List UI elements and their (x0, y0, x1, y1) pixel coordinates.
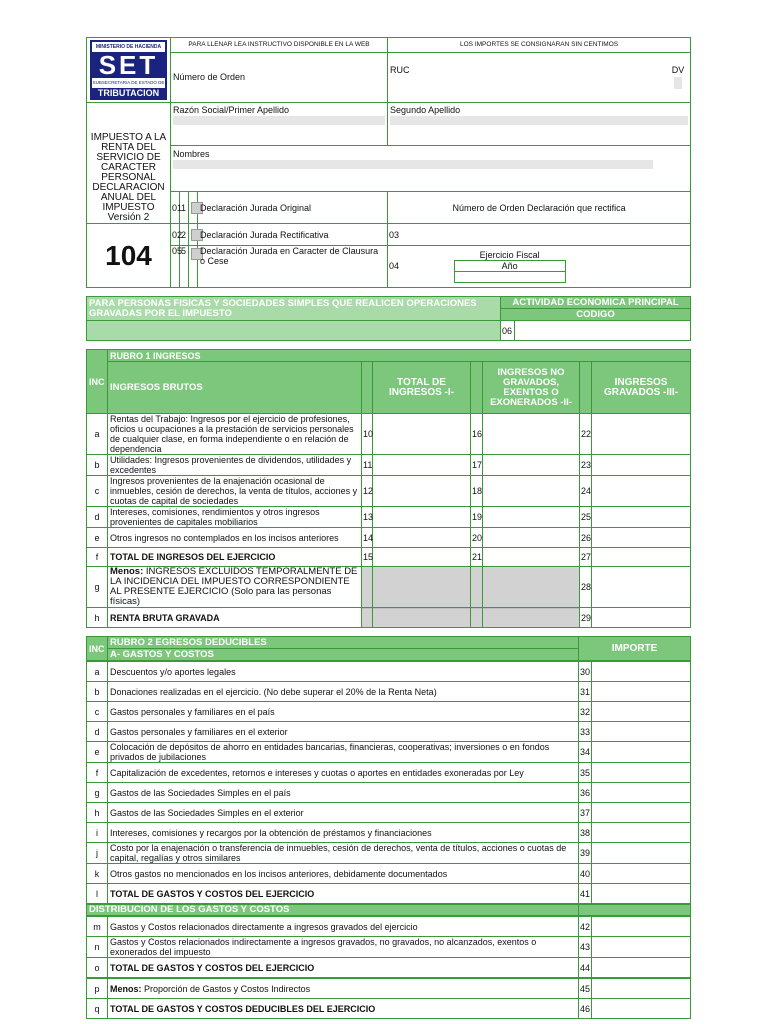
logo-set: SET (92, 52, 165, 78)
disabled-cell (471, 567, 483, 608)
table-row (87, 999, 691, 1019)
rubro1-table (86, 349, 691, 628)
dv-input[interactable] (674, 77, 682, 89)
row-label: Descuentos y/o aportes legales (108, 662, 579, 682)
amount-input[interactable] (592, 455, 691, 476)
row-label: Intereses, comisiones, rendimientos y otros ingresos provenientes de capitales mobiliarios (108, 507, 362, 528)
table-row (87, 507, 691, 528)
menos-label: Menos: (110, 983, 142, 994)
amount-input[interactable] (592, 803, 691, 823)
inc-letter: d (87, 507, 108, 528)
amount-input[interactable] (592, 783, 691, 803)
decl-code: 1 (180, 192, 189, 224)
table-row (87, 763, 691, 783)
form-header (86, 37, 691, 288)
amount-input[interactable] (592, 414, 691, 455)
rubro2-rows2 (86, 916, 691, 978)
box-code: 42 (579, 917, 592, 937)
field-04[interactable] (388, 246, 691, 288)
inc-letter: n (87, 937, 108, 958)
field-04-code: 04 (389, 260, 400, 271)
field-03-code: 03 (389, 229, 400, 240)
segundo-apellido-label: Segundo Apellido (390, 105, 461, 115)
segundo-apellido-field[interactable] (388, 103, 691, 146)
table-row (87, 979, 691, 999)
row-label: Rentas del Trabajo: Ingresos por el ejercicio de profesiones, oficios u ocupaciones a la prestación de servicios personales de cualquier clase, en forma independiente o en relación de dependencia (108, 414, 362, 455)
row-label: TOTAL DE INGRESOS DEL EJERCICIO (108, 548, 362, 567)
amount-input[interactable] (373, 548, 471, 567)
inc-letter: a (87, 414, 108, 455)
amount-input[interactable] (373, 476, 471, 507)
amount-input[interactable] (592, 864, 691, 884)
inc-letter: m (87, 917, 108, 937)
amount-input[interactable] (592, 917, 691, 937)
razon-social-field[interactable] (171, 103, 388, 146)
inc-letter: p (87, 979, 108, 999)
box-code: 13 (362, 507, 373, 528)
box-code: 28 (580, 567, 592, 608)
inc-letter: k (87, 864, 108, 884)
spacer (471, 362, 483, 414)
table-row (87, 742, 691, 763)
table-row (87, 476, 691, 507)
box-code: 33 (579, 722, 592, 742)
row-label: Gastos de las Sociedades Simples en el exterior (108, 803, 579, 823)
table-row (87, 803, 691, 823)
box-code: 45 (579, 979, 592, 999)
amount-input[interactable] (483, 414, 580, 455)
amount-input[interactable] (483, 455, 580, 476)
decl-original-checkbox[interactable] (189, 192, 198, 224)
table-row (87, 884, 691, 904)
box-code: 17 (471, 455, 483, 476)
inc-letter: h (87, 608, 108, 628)
decl-code: 01 (171, 192, 180, 224)
table-row (87, 528, 691, 548)
inc-letter: f (87, 763, 108, 783)
row-label: Gastos personales y familiares en el país (108, 702, 579, 722)
amount-input[interactable] (592, 528, 691, 548)
box-code: 11 (362, 455, 373, 476)
logo-ministry: MINISTERIO DE HACIENDA (95, 44, 162, 50)
amount-input[interactable] (592, 722, 691, 742)
row-label: Otros ingresos no contemplados en los incisos anteriores (108, 528, 362, 548)
amount-input[interactable] (592, 608, 691, 628)
box-code: 34 (579, 742, 592, 763)
distribucion-title: DISTRIBUCION DE LOS GASTOS Y COSTOS (87, 905, 579, 916)
table-row (87, 414, 691, 455)
table-row (87, 548, 691, 567)
amount-input[interactable] (592, 823, 691, 843)
disabled-cell (373, 608, 471, 628)
box-code: 32 (579, 702, 592, 722)
form-title: IMPUESTO A LA RENTA DEL SERVICIO DE CARACTER PERSONAL DECLARACION ANUAL DEL IMPUESTO (90, 132, 167, 213)
amount-input[interactable] (373, 507, 471, 528)
logo-sub: SUBSECRETARIA DE ESTADO DE (92, 80, 165, 85)
table-row (87, 843, 691, 864)
row-label: Utilidades: Ingresos provenientes de dividendos, utilidades y excedentes (108, 455, 362, 476)
inc-letter: g (87, 567, 108, 608)
inc-letter: i (87, 823, 108, 843)
rubro1-title: RUBRO 1 INGRESOS (108, 350, 691, 362)
box-code: 35 (579, 763, 592, 783)
amount-input[interactable] (592, 763, 691, 783)
importe-label: IMPORTE (579, 637, 691, 661)
form-number: 104 (87, 224, 171, 288)
box-code: 25 (580, 507, 592, 528)
box-code: 29 (580, 608, 592, 628)
box-code: 18 (471, 476, 483, 507)
form-title-cell (87, 103, 171, 224)
inc-letter: j (87, 843, 108, 864)
disabled-cell (471, 608, 483, 628)
amount-input[interactable] (592, 476, 691, 507)
inc-letter: f (87, 548, 108, 567)
nombres-label: Nombres (173, 149, 210, 160)
inc-letter: e (87, 528, 108, 548)
box-code: 36 (579, 783, 592, 803)
actividad-label: ACTIVIDAD ECONOMICA PRINCIPAL (501, 297, 691, 309)
inc-letter: b (87, 455, 108, 476)
row-g-label: INGRESOS EXCLUIDOS TEMPORALMENTE DE LA INCIDENCIA DEL IMPUESTO CORRESPONDIENTE AL PRESENTE EJERCICIO (110, 566, 358, 597)
disabled-cell (483, 567, 580, 608)
box-code: 31 (579, 682, 592, 702)
box-code: 26 (580, 528, 592, 548)
table-row (87, 567, 691, 608)
disabled-cell (362, 608, 373, 628)
inc-letter: a (87, 662, 108, 682)
row-label: Gastos de las Sociedades Simples en el país (108, 783, 579, 803)
box-code: 37 (579, 803, 592, 823)
inc-letter: e (87, 742, 108, 763)
inc-label: INC (87, 350, 108, 414)
segundo-apellido-input[interactable] (390, 116, 688, 125)
table-row (87, 608, 691, 628)
row-label: TOTAL DE GASTOS Y COSTOS DEL EJERCICIO (108, 884, 579, 904)
razon-social-input[interactable] (173, 116, 385, 125)
codigo-input[interactable] (515, 321, 691, 341)
amount-input[interactable] (592, 843, 691, 864)
row-label: Gastos personales y familiares en el exterior (108, 722, 579, 742)
inc-letter: l (87, 884, 108, 904)
table-row (87, 682, 691, 702)
disabled-cell (373, 567, 471, 608)
box-code: 21 (471, 548, 483, 567)
decl-original-label: Declaración Jurada Original (198, 192, 388, 224)
box-code: 46 (579, 999, 592, 1019)
amount-input[interactable] (483, 507, 580, 528)
decl-rectificativa-checkbox[interactable] (189, 224, 198, 246)
amount-input[interactable] (592, 979, 691, 999)
amount-input[interactable] (373, 528, 471, 548)
box-code: 24 (580, 476, 592, 507)
box-code: 15 (362, 548, 373, 567)
dv-label: DV (671, 65, 685, 76)
box-code: 20 (471, 528, 483, 548)
anio-label: Año (454, 260, 566, 272)
box-code: 16 (471, 414, 483, 455)
row-label (108, 567, 362, 608)
amount-input[interactable] (592, 682, 691, 702)
inc-letter: d (87, 722, 108, 742)
box-code: 30 (579, 662, 592, 682)
inc-letter: c (87, 702, 108, 722)
instructivo-note: PARA LLENAR LEA INSTRUCTIVO DISPONIBLE EN LA WEB (171, 38, 388, 53)
inc-letter: g (87, 783, 108, 803)
table-row (87, 662, 691, 682)
amount-input[interactable] (592, 999, 691, 1019)
table-row (87, 864, 691, 884)
box-code: 39 (579, 843, 592, 864)
box-code: 10 (362, 414, 373, 455)
table-row (87, 823, 691, 843)
row-p-label: Proporción de Gastos y Costos Indirectos (144, 983, 311, 994)
box-code: 19 (471, 507, 483, 528)
row-label: Colocación de depósitos de ahorro en entidades bancarias, financieras, cooperativas; inversiones o en fondos privados de jubilaciones (108, 742, 579, 763)
table-row (87, 958, 691, 978)
box-code: 23 (580, 455, 592, 476)
row-label: TOTAL DE GASTOS Y COSTOS DEDUCIBLES DEL EJERCICIO (108, 999, 579, 1019)
amount-input[interactable] (373, 455, 471, 476)
personas-text: PARA PERSONAS FISICAS Y SOCIEDADES SIMPLES QUE REALICEN OPERACIONES GRAVADAS POR EL IMPUESTO (87, 297, 501, 321)
rubro2-final (86, 978, 691, 1019)
nombres-field[interactable] (171, 146, 691, 192)
amount-input[interactable] (592, 548, 691, 567)
amount-input[interactable] (592, 567, 691, 608)
inc-letter: h (87, 803, 108, 823)
table-row (87, 917, 691, 937)
inc-letter: c (87, 476, 108, 507)
decl-code: 05 (171, 246, 180, 288)
row-label: Gastos y Costos relacionados indirectamente a ingresos gravados, no gravados, no alcanzados, exentos o exonerados del impuesto (108, 937, 579, 958)
row-label: Otros gastos no mencionados en los incisos anteriores, debidamente documentados (108, 864, 579, 884)
importes-note: LOS IMPORTES SE CONSIGNARAN SIN CENTIMOS (388, 38, 691, 53)
col-gravados: INGRESOS GRAVADOS -III- (592, 362, 691, 414)
inc-letter: q (87, 999, 108, 1019)
codigo-label: CODIGO (501, 309, 691, 321)
box-code: 44 (579, 958, 592, 978)
razon-social-label: Razón Social/Primer Apellido (173, 105, 290, 115)
tax-form (86, 37, 690, 1019)
col-no-gravados: INGRESOS NO GRAVADOS, EXENTOS O EXONERADOS -II- (483, 362, 580, 414)
amount-input[interactable] (592, 702, 691, 722)
rubro2-title: RUBRO 2 EGRESOS DEDUCIBLES (108, 637, 579, 649)
row-label: RENTA BRUTA GRAVADA (108, 608, 362, 628)
menos-label: Menos: (110, 566, 144, 577)
decl-rectificativa-label: Declaración Jurada Rectificativa (198, 224, 388, 246)
rubro2-table (86, 636, 691, 661)
row-label: Gastos y Costos relacionados directamente a ingresos gravados del ejercicio (108, 917, 579, 937)
box-code: 40 (579, 864, 592, 884)
box-code: 12 (362, 476, 373, 507)
rubro2-distribucion (86, 904, 691, 916)
row-label: Capitalización de excedentes, retornos e intereses y cuotas o aportes en entidades exoneradas por Ley (108, 763, 579, 783)
row-g-note: (Solo para las personas físicas) (110, 586, 332, 607)
amount-input[interactable] (592, 662, 691, 682)
ingresos-brutos-label: INGRESOS BRUTOS (108, 362, 362, 414)
decl-code: 2 (180, 224, 189, 246)
disabled-cell (483, 608, 580, 628)
box-code: 38 (579, 823, 592, 843)
inc-label: INC (87, 637, 108, 661)
anio-input[interactable] (454, 272, 566, 283)
amount-input[interactable] (483, 528, 580, 548)
nombres-input[interactable] (173, 160, 653, 169)
amount-input[interactable] (592, 937, 691, 958)
box-code: 27 (580, 548, 592, 567)
field-03[interactable] (388, 224, 691, 246)
decl-cese-label: Declaración Jurada en Caracter de Clausura o Cese (198, 246, 388, 288)
inc-letter: o (87, 958, 108, 978)
box-code: 41 (579, 884, 592, 904)
set-logo (87, 38, 171, 103)
form-version: Versión 2 (107, 212, 150, 223)
table-row (87, 455, 691, 476)
personas-section (86, 296, 691, 341)
box-code: 14 (362, 528, 373, 548)
col-total-ingresos: TOTAL DE INGRESOS -I- (373, 362, 471, 414)
rectifica-label: Número de Orden Declaración que rectifica (388, 192, 691, 224)
row-label (108, 979, 579, 999)
row-label: Costo por la enajenación o transferencia de inmuebles, cesión de derechos, venta de títulos, acciones o cuotas de capital, regalías y otros similares (108, 843, 579, 864)
amount-input[interactable] (483, 476, 580, 507)
amount-input[interactable] (592, 507, 691, 528)
box-code: 43 (579, 937, 592, 958)
ruc-field[interactable] (388, 52, 691, 102)
logo-trib: TRIBUTACION (92, 88, 165, 98)
table-row (87, 722, 691, 742)
numero-orden-label: Número de Orden (171, 52, 388, 102)
amount-input[interactable] (592, 884, 691, 904)
spacer (580, 362, 592, 414)
disabled-cell (362, 567, 373, 608)
spacer (362, 362, 373, 414)
row-label: Intereses, comisiones y recargos por la obtención de préstamos y financiaciones (108, 823, 579, 843)
table-row (87, 783, 691, 803)
row-label: Donaciones realizadas en el ejercicio. (No debe superar el 20% de la Renta Neta) (108, 682, 579, 702)
amount-input[interactable] (592, 742, 691, 763)
rubro2-rows (86, 661, 691, 904)
amount-input[interactable] (373, 414, 471, 455)
box-code: 22 (580, 414, 592, 455)
ejercicio-label: Ejercicio Fiscal (479, 250, 540, 260)
ruc-label: RUC (390, 65, 410, 76)
field-06-code: 06 (501, 321, 515, 341)
row-label: Ingresos provenientes de la enajenación ocasional de inmuebles, cesión de derechos, la venta de títulos, acciones y cuotas de capital de sociedades (108, 476, 362, 507)
personas-blank (87, 321, 501, 341)
amount-input[interactable] (592, 958, 691, 978)
rubro2-subtitle: A- GASTOS Y COSTOS (108, 649, 579, 661)
amount-input[interactable] (483, 548, 580, 567)
row-label: TOTAL DE GASTOS Y COSTOS DEL EJERCICIO (108, 958, 579, 978)
table-row (87, 702, 691, 722)
decl-cese-checkbox[interactable] (189, 246, 198, 288)
table-row (87, 937, 691, 958)
inc-letter: b (87, 682, 108, 702)
decl-code: 5 (180, 246, 189, 288)
decl-code: 02 (171, 224, 180, 246)
distribucion-spacer (579, 905, 691, 916)
